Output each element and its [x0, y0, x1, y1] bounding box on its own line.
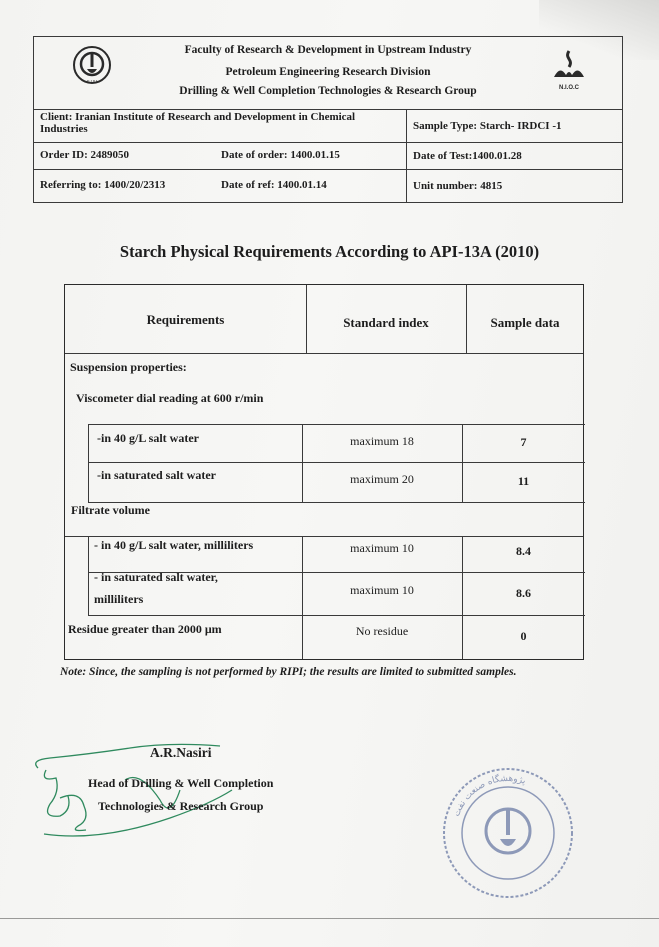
header-row-client: [34, 110, 622, 143]
signatory-title-line2: Technologies & Research Group: [98, 799, 264, 813]
req-cell: - in 40 g/L salt water, milliliters: [94, 538, 254, 552]
nioc-logo-text: N.I.O.C: [558, 85, 580, 91]
signatory-title-line1: Head of Drilling & Well Completion: [88, 776, 274, 790]
sample-type-field: Sample Type: Starch- IRDCI -1: [413, 120, 562, 132]
table-row: [88, 537, 585, 573]
std-cell: maximum 18: [350, 434, 414, 448]
date-of-test-field: Date of Test:1400.01.28: [413, 150, 522, 162]
val-cell: 7: [520, 435, 527, 449]
filtrate-label: Filtrate volume: [71, 503, 150, 517]
nioc-logo-icon: [546, 47, 592, 93]
header-standard-index: Standard index: [343, 315, 429, 330]
suspension-label: Suspension properties:: [70, 360, 187, 374]
date-of-order-field: Date of order: 1400.01.15: [221, 149, 340, 161]
report-header: [33, 36, 623, 203]
val-cell: 8.4: [516, 544, 531, 558]
req-cell-line1: - in saturated salt water,: [94, 570, 218, 584]
ref-cell: [34, 170, 407, 202]
svg-text:R.I.P.I: R.I.P.I: [86, 79, 98, 84]
client-field: Client: Iranian Institute of Research and Development in Chemical Industries: [34, 110, 407, 142]
table-row-residue: [65, 616, 583, 659]
date-of-ref-field: Date of ref: 1400.01.14: [221, 179, 327, 191]
req-cell: -in saturated salt water: [97, 468, 216, 482]
referring-to-field: Referring to: 1400/20/2313: [40, 179, 166, 191]
req-cell: Residue greater than 2000 μm: [68, 622, 222, 636]
header-row-ref: [34, 170, 622, 202]
signatory-name: A.R.Nasiri: [150, 745, 212, 760]
requirements-table: [64, 284, 584, 660]
std-cell: maximum 20: [350, 472, 414, 486]
header-row-order: [34, 143, 622, 170]
note-text: Note: Since, the sampling is not performed by RIPI; the results are limited to submitted samples.: [60, 666, 517, 678]
std-cell: No residue: [355, 624, 409, 638]
table-header-row: [65, 285, 583, 354]
header-sample-data: Sample data: [490, 315, 560, 330]
section-filtrate: [65, 503, 583, 537]
header-banner: [34, 37, 622, 110]
table-row: [88, 424, 585, 463]
table-row: [88, 570, 585, 616]
order-cell: [34, 143, 407, 169]
val-cell: 0: [520, 629, 527, 643]
unit-number-field: Unit number: 4815: [413, 180, 503, 192]
bottom-rule: [0, 918, 659, 919]
official-stamp-icon: [440, 765, 576, 901]
std-cell: maximum 10: [350, 541, 414, 555]
val-cell: 11: [517, 474, 530, 488]
req-cell: -in 40 g/L salt water: [97, 431, 199, 445]
req-cell-line2: milliliters: [94, 592, 144, 606]
std-cell: maximum 10: [350, 583, 414, 597]
header-line-faculty: Faculty of Research & Development in Upstream Industry: [184, 44, 472, 56]
order-id-field: Order ID: 2489050: [40, 149, 130, 161]
page-title: Starch Physical Requirements According to API-13A (2010): [119, 242, 540, 261]
header-line-group: Drilling & Well Completion Technologies & Research Group: [179, 85, 477, 97]
viscometer-label: Viscometer dial reading at 600 r/min: [76, 391, 264, 405]
val-cell: 8.6: [516, 586, 531, 600]
header-line-division: Petroleum Engineering Research Division: [225, 66, 431, 78]
section-suspension: [65, 354, 583, 424]
header-requirements: Requirements: [146, 312, 225, 327]
svg-text:پژوهشگاه صنعت نفت: پژوهشگاه صنعت نفت: [451, 773, 527, 819]
table-row: [88, 463, 585, 503]
